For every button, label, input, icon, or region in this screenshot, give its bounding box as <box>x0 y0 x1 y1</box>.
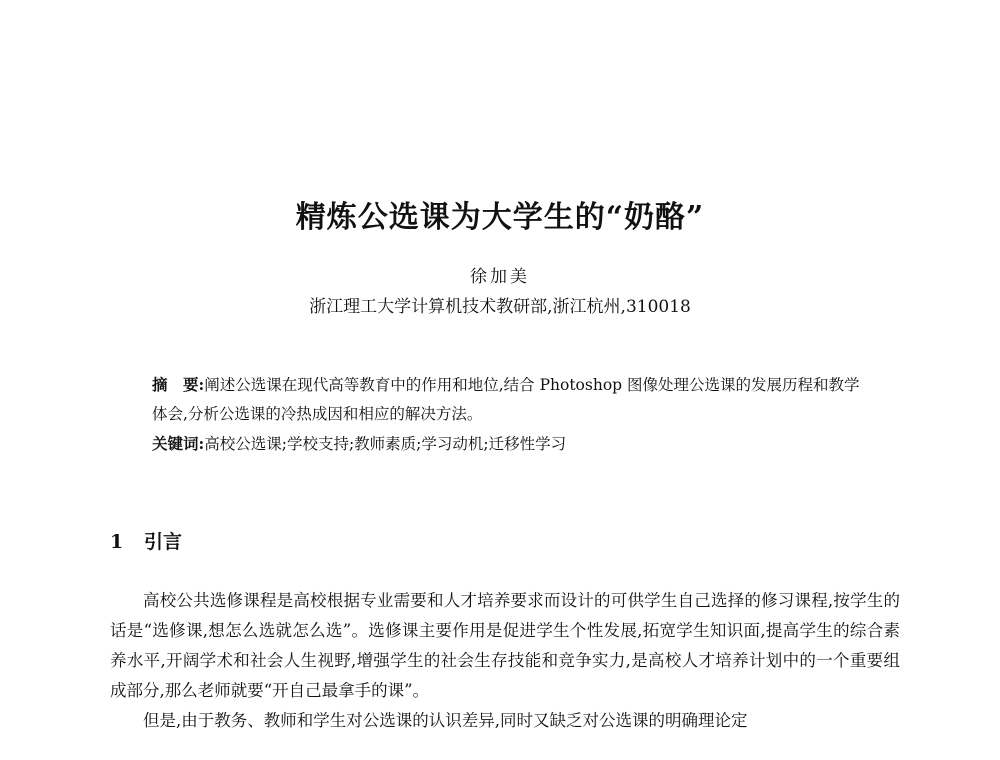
abstract-text: 阐述公选课在现代高等教育中的作用和地位,结合 Photoshop 图像处理公选课的发展历程和教学体会,分析公选课的冷热成因和相应的解决方法。 <box>152 376 860 423</box>
keywords <box>152 429 872 459</box>
section-number: 1 <box>110 531 124 553</box>
abstract-label: 摘 要: <box>152 375 205 394</box>
abstract <box>152 370 872 429</box>
author-name: 徐加美 <box>470 267 530 287</box>
body-paragraph: 高校公共选修课程是高校根据专业需要和人才培养要求而设计的可供学生自己选择的修习课程,按学生的话是“选修课,想怎么选就怎么选”。选修课主要作用是促进学生个性发展,拓宽学生知识面,提高学生的综合素养水平,开阔学术和社会人生视野,增强学生的社会生存技能和竞争实力,是高校人才培养计划中的一个重要组成部分,那么老师就要“开自己最拿手的课”。 <box>110 591 900 700</box>
author-affiliation: 浙江理工大学计算机技术教研部,浙江杭州,310018 <box>309 297 691 317</box>
body-paragraph: 但是,由于教务、教师和学生对公选课的认识差异,同时又缺乏对公选课的明确理论定 <box>143 711 748 730</box>
paper-title: 精炼公选课为大学生的“奶酪” <box>295 200 705 235</box>
abstract-block <box>152 370 872 459</box>
keywords-text: 高校公选课;学校支持;教师素质;学习动机;迁移性学习 <box>204 435 567 453</box>
body-text <box>110 586 900 736</box>
keywords-label: 关键词: <box>152 434 205 453</box>
section-title: 引言 <box>144 531 183 553</box>
section-heading <box>110 527 182 554</box>
